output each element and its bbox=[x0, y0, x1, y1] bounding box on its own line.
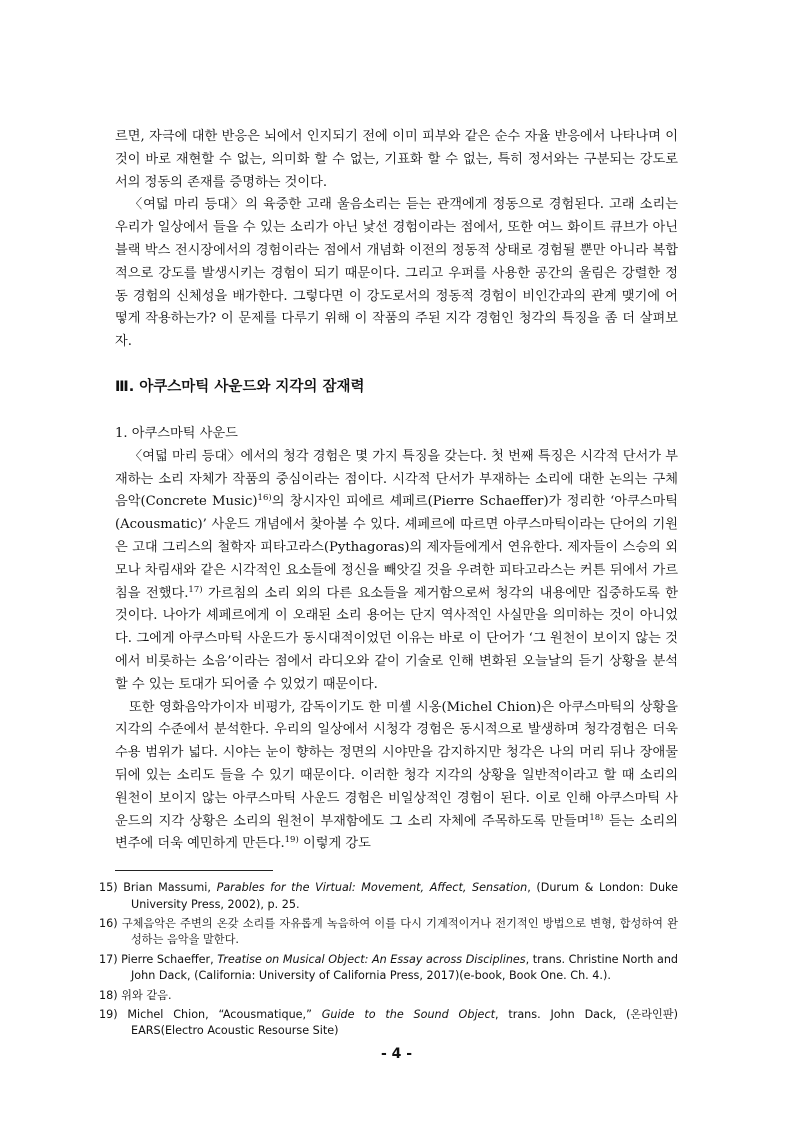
paragraph-4 bbox=[115, 697, 678, 857]
paragraph-1: 르면, 자극에 대한 반응은 뇌에서 인지되기 전에 이미 피부와 같은 순수 자율 반응에서 나타나며 이것이 바로 재현할 수 없는, 의미화 할 수 없는, 기표화 할 수 없는, 특히 정서와는 구분되는 강도로서의 정동의 존재를 증명하는 것이다. bbox=[115, 129, 678, 190]
paragraph-4-part-c: 이렇게 강도 bbox=[298, 836, 371, 852]
footnote-title: Guide to the Sound Object bbox=[321, 1007, 495, 1021]
footnote-number: 17) bbox=[99, 952, 118, 966]
paragraph-2: 〈여덟 마리 등대〉의 육중한 고래 울음소리는 듣는 관객에게 정동으로 경험된다. 고래 소리는 우리가 일상에서 들을 수 있는 소리가 아닌 낯선 경험이라는 점에서, 또한 여느 화이트 큐브가 아닌 블랙 박스 전시장에서의 경험이라는 점에서 개념화 이전의 정동적 상태로 경험될 뿐만 아니라 복합적으로 강도를 발생시키는 경험이 되기 때문이다. 그리고 우퍼를 사용한 공간의 울림은 강렬한 정동 경험의 신체성을 배가한다. 그렇다면 이 강도로서의 정동적 경험이 비인간과의 관계 맺기에 어떻게 작용하는가? 이 문제를 다루기 위해 이 작품의 주된 지각 경험인 청각의 특징을 좀 더 살펴보자. bbox=[115, 197, 678, 350]
footnote-16 bbox=[99, 916, 678, 949]
footnote-divider bbox=[115, 870, 273, 871]
footnote-number: 19) bbox=[99, 1007, 118, 1021]
footnote-text: , trans. Christine North and John Dack, (California: University of California Press, 2017)(e-book, Book One. Ch. 4.). bbox=[131, 952, 679, 983]
page-content bbox=[99, 126, 679, 1043]
subsection-heading: 1. 아쿠스마틱 사운드 bbox=[115, 425, 238, 441]
footnote-text: 위와 같음. bbox=[121, 988, 172, 1002]
footnote-15 bbox=[99, 880, 678, 913]
section-heading: Ⅲ. 아쿠스마틱 사운드와 지각의 잠재력 bbox=[115, 378, 365, 395]
footnote-title: Parables for the Virtual: Movement, Affect, Sensation bbox=[216, 881, 528, 895]
paragraph-3-part-c: 가르침의 소리 외의 다른 요소들을 제거함으로써 청각의 내용에만 집중하도록 한 것이다. 나아가 셰페르에게 이 오래된 소리 용어는 단지 역사적인 사실만을 의미하는 것이 아니었다. 그에게 아쿠스마틱 사운드가 동시대적이었던 이유는 바로 이 단어가 ‘그 원천이 보이지 않는 것에서 비롯하는 소음’이라는 점에서 라디오와 같이 기술로 인해 변화된 오늘날의 듣기 상황을 분석할 수 있는 토대가 되어줄 수 있었기 때문이다. bbox=[115, 585, 678, 692]
footnote-19 bbox=[99, 1007, 678, 1040]
footnote-text: Brian Massumi, bbox=[123, 881, 217, 895]
footnote-number: 15) bbox=[99, 881, 118, 895]
footnote-number: 18) bbox=[99, 988, 118, 1002]
footnote-18 bbox=[99, 988, 678, 1004]
paragraph-3 bbox=[115, 446, 678, 697]
footnote-ref-18[interactable]: 18) bbox=[589, 812, 604, 823]
footnote-ref-17[interactable]: 17) bbox=[188, 584, 203, 595]
footnote-ref-16[interactable]: 16) bbox=[257, 493, 272, 504]
footnote-text: , (Durum & London: Duke University Press, 2002), p. 25. bbox=[131, 881, 678, 911]
footnote-text: Pierre Schaeffer, bbox=[121, 952, 218, 966]
page-number: - 4 - bbox=[380, 1046, 413, 1062]
paragraph-3-part-a: 〈여덟 마리 등대〉에서의 청각 경험은 몇 가지 특징을 갖는다. 첫 번째 특징은 시각적 단서가 부재하는 소리 자체가 작품의 중심이라는 점이다. 시각적 단서가 부재하는 소리에 대한 논의는 구체 음악(Concrete Music) bbox=[115, 448, 678, 510]
footnote-ref-19[interactable]: 19) bbox=[284, 835, 299, 846]
footnote-number: 16) bbox=[99, 916, 118, 930]
paragraph-4-part-a: 또한 영화음악가이자 비평가, 감독이기도 한 미셸 시옹(Michel Chion)은 아쿠스마틱의 상황을 지각의 수준에서 분석한다. 우리의 일상에서 시청각 경험은 동시적으로 발생하며 청각경험은 더욱 수용 범위가 넓다. 시야는 눈이 향하는 정면의 시야만을 감지하지만 청각은 나의 머리 뒤나 장애물 뒤에 있는 소리도 들을 수 있기 때문이다. 이러한 청각 지각의 상황을 일반적이라고 할 때 소리의 원천이 보이지 않는 아쿠스마틱 사운드 경험은 비일상적인 경험이 된다. 이로 인해 아쿠스마틱 사운드의 지각 상황은 소리의 원천이 부재함에도 그 소리 자체에 주목하도록 만들며 bbox=[115, 699, 678, 829]
footnote-text: , trans. John Dack, (온라인판) EARS(Electro Acoustic Resourse Site) bbox=[131, 1007, 678, 1038]
footnote-text: 구체음악은 주변의 온갖 소리를 자유롭게 녹음하여 이를 다시 기계적이거나 전기적인 방법으로 변형, 합성하여 완성하는 음악을 말한다. bbox=[121, 916, 678, 947]
paragraph-4-part-b: 듣는 소리의 변주에 더욱 예민하게 만든다. bbox=[115, 813, 678, 852]
footnote-text: Michel Chion, “Acousmatique,” bbox=[127, 1007, 322, 1021]
footnote-title: Treatise on Musical Object: An Essay across Disciplines bbox=[217, 952, 526, 966]
paragraph-3-part-b: 의 창시자인 피에르 셰페르(Pierre Schaeffer)가 정리한 ‘아쿠스마틱(Acousmatic)’ 사운드 개념에서 찾아볼 수 있다. 셰페르에 따르면 아쿠스마틱이라는 단어의 기원은 고대 그리스의 철학자 피타고라스(Pythagoras)의 제자들에게서 연유한다. 제자들이 스승의 외모나 차림새와 같은 시각적인 요소들에 정신을 빼앗길 것을 우려한 피타고라스는 커튼 뒤에서 가르침을 전했다. bbox=[115, 494, 679, 601]
footnote-17 bbox=[99, 952, 679, 985]
